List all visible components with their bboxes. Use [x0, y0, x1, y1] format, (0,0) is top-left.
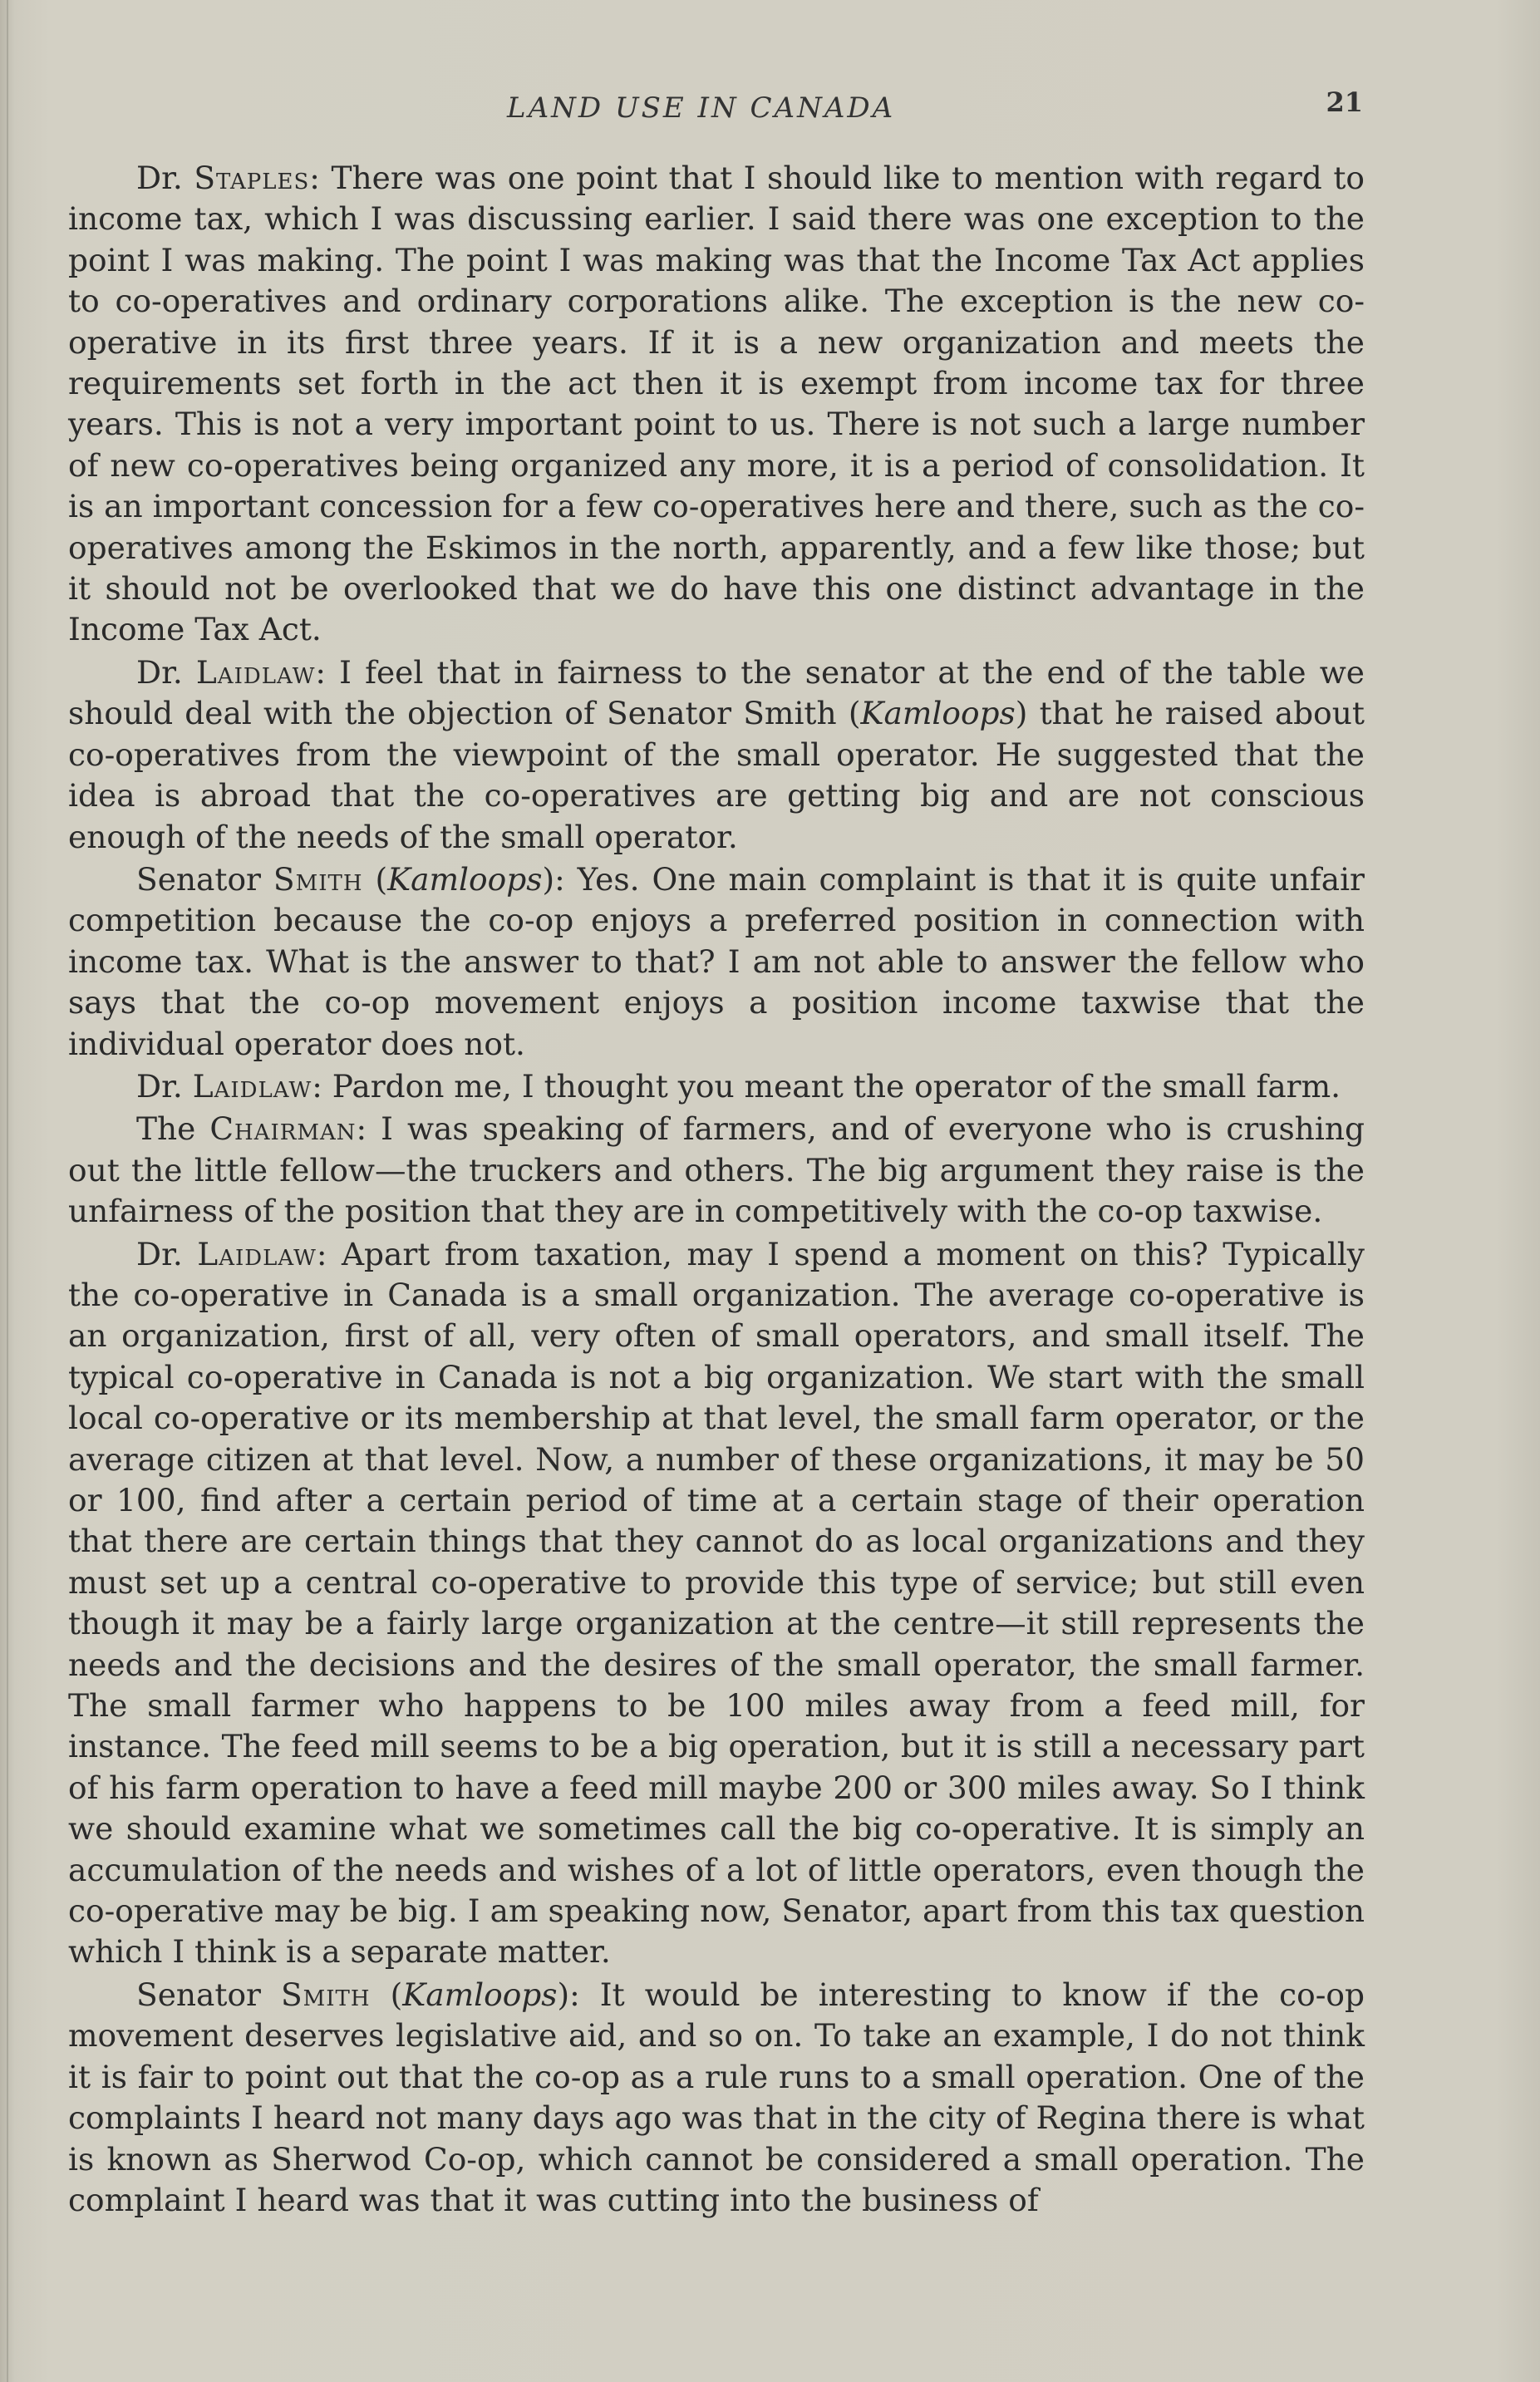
page-number: 21 — [1326, 86, 1363, 118]
paragraph-laidlaw-2: Dr. Laidlaw: Pardon me, I thought you meant the operator of the small farm. — [136, 1067, 1341, 1105]
speech-text: Yes. One main complaint is that it is quite unfair competition because the co-op enjoys a preferred position in connection with income tax. What is the answer to that? I am not able to answer the fellow who says that the co-op movement enjoys a position income taxwise that the individual operator does not. — [68, 860, 1365, 1062]
speaker-name: Laidlaw — [192, 1067, 312, 1105]
paragraph-staples-1: Dr. Staples: There was one point that I should like to mention with regard to income tax, which I was discussing earlier. I said there was one exception to the point I was making. The point I was making was that the Income Tax Act applies to co-operatives and ordinary corporations alike. The exception is the new co-operative in its first three years. If it is a new organization and meets the requirements set forth in the act then it is exempt from income tax for three years. This is not a very important point to us. There is not such a large number of new co-operatives being organized any more, it is a period of consolidation. It is an important concession for a few co-operatives here and there, such as the co-operatives among the Eskimos in the north, apparently, and a few like those; but it should not be overlooked that we do have this one distinct advantage in the Income Tax Act. — [68, 160, 1365, 648]
speaker-name: Chairman — [209, 1110, 357, 1148]
paragraph-laidlaw-1: Dr. Laidlaw: I feel that in fairness to the senator at the end of the table we should deal with the objection of Senator Smith (Kamloops) that he raised about co-operatives from the viewpoint of the small operator. He suggested that the idea is abroad that the co-operatives are getting big and are not conscious enough of the needs of the small operator. — [68, 653, 1365, 855]
speaker-name: Laidlaw — [195, 653, 316, 691]
paragraph-smith-2: Senator Smith (Kamloops): It would be interesting to know if the co-op movement deserves legislative aid, and so on. To take an example, I do not think it is fair to point out that the co-op as a rule runs to a small operation. One of the complaints I heard not many days ago was that in the city of Regina there is what is known as Sherwod Co-op, which cannot be considered a small operation. The complaint I heard was that it was cutting into the business of — [68, 1976, 1365, 2218]
running-head: LAND USE IN CANADA — [507, 91, 896, 125]
speaker-name: Smith — [280, 1976, 371, 2013]
transcript-body — [68, 158, 1365, 2222]
speaker-name: Smith — [273, 860, 363, 898]
binding-gutter — [7, 0, 8, 2382]
paragraph-chairman-1: The Chairman: I was speaking of farmers, and of everyone who is crushing out the little fellow—the truckers and others. The big argument they raise is the unfairness of the position that they are in competitively with the co-op taxwise. — [68, 1110, 1365, 1230]
speaker-name: Staples — [194, 160, 310, 196]
paragraph-laidlaw-3: Dr. Laidlaw: Apart from taxation, may I spend a moment on this? Typically the co-operative in Canada is a small organization. The average co-operative is an organization, first of all, very often of small operators, and small itself. The typical co-operative in Canada is not a big organization. We start with the small local co-operative or its membership at that level, the small farm operator, or the average citizen at that level. Now, a number of these organizations, it may be 50 or 100, find after a certain period of time at a certain stage of their operation that there are certain things that they cannot do as local organizations and they must set up a central co-operative to provide this type of service; but still even though it may be a fairly large organization at the centre—it still represents the needs and the decisions and the desires of the small operator, the small farmer. The small farmer who happens to be 100 miles away from a feed mill, for instance. The feed mill seems to be a big operation, but it is still a necessary part of his farm operation to have a feed mill maybe 200 or 300 miles away. So I think we should examine what we sometimes call the big co-operative. It is simply an accumulation of the needs and wishes of a lot of little operators, even though the co-operative may be big. I am speaking now, Senator, apart from this tax question which I think is a separate matter. — [68, 1235, 1365, 1971]
speech-text: I feel that in fairness to the senator at the end of the table we should deal with the objection of Senator Smith (Kamloops) that he raised about co-operatives from the viewpoint of the small operator. He suggested that the idea is abroad that the co-operatives are getting big and are not conscious enough of the needs of the small operator. — [68, 653, 1365, 855]
speech-text: It would be interesting to know if the co-op movement deserves legislative aid, and so on. To take an example, I do not think it is fair to point out that the co-op as a rule runs to a small operation. One of the complaints I heard not many days ago was that in the city of Regina there is what is known as Sherwod Co-op, which cannot be considered a small operation. The complaint I heard was that it was cutting into the business of — [68, 1976, 1365, 2218]
speech-text: Apart from taxation, may I spend a moment on this? Typically the co-operative in Canada is a small organization. The average co-operative is an organization, first of all, very often of small operators, and small itself. The typical co-operative in Canada is not a big organization. We start with the small local co-operative or its membership at that level, the small farm operator, or the average citizen at that level. Now, a number of these organizations, it may be 50 or 100, find after a certain period of time at a certain stage of their operation that there are certain things that they cannot do as local organizations and they must set up a central co-operative to provide this type of service; but still even though it may be a fairly large organization at the centre—it still represents the needs and the decisions and the desires of the small operator, the small farmer. The small farmer who happens to be 100 miles away from a feed mill, for instance. The feed mill seems to be a big operation, but it is still a necessary part of his farm operation to have a feed mill maybe 200 or 300 miles away. So I think we should examine what we sometimes call the big co-operative. It is simply an accumulation of the needs and wishes of a lot of little operators, even though the co-operative may be big. I am speaking now, Senator, apart from this tax question which I think is a separate matter. — [68, 1235, 1365, 1971]
speech-text: There was one point that I should like to mention with regard to income tax, which I was discussing earlier. I said there was one exception to the point I was making. The point I was making was that the Income Tax Act applies to co-operatives and ordinary corporations alike. The exception is the new co-operative in its first three years. If it is a new organization and meets the requirements set forth in the act then it is exempt from income tax for three years. This is not a very important point to us. There is not such a large number of new co-operatives being organized any more, it is a period of consolidation. It is an important concession for a few co-operatives here and there, such as the co-operatives among the Eskimos in the north, apparently, and a few like those; but it should not be overlooked that we do have this one distinct advantage in the Income Tax Act. — [68, 160, 1365, 648]
speech-text: I was speaking of farmers, and of everyone who is crushing out the little fellow—the truckers and others. The big argument they raise is the unfairness of the position that they are in competitively with the co-op taxwise. — [68, 1110, 1365, 1230]
paragraph-smith-1: Senator Smith (Kamloops): Yes. One main complaint is that it is quite unfair competition because the co-op enjoys a preferred position in connection with income tax. What is the answer to that? I am not able to answer the fellow who says that the co-op movement enjoys a position income taxwise that the individual operator does not. — [68, 860, 1365, 1062]
page-header — [66, 86, 1363, 133]
speech-text: Pardon me, I thought you meant the operator of the small farm. — [322, 1067, 1341, 1105]
speaker-name: Laidlaw — [197, 1235, 317, 1272]
